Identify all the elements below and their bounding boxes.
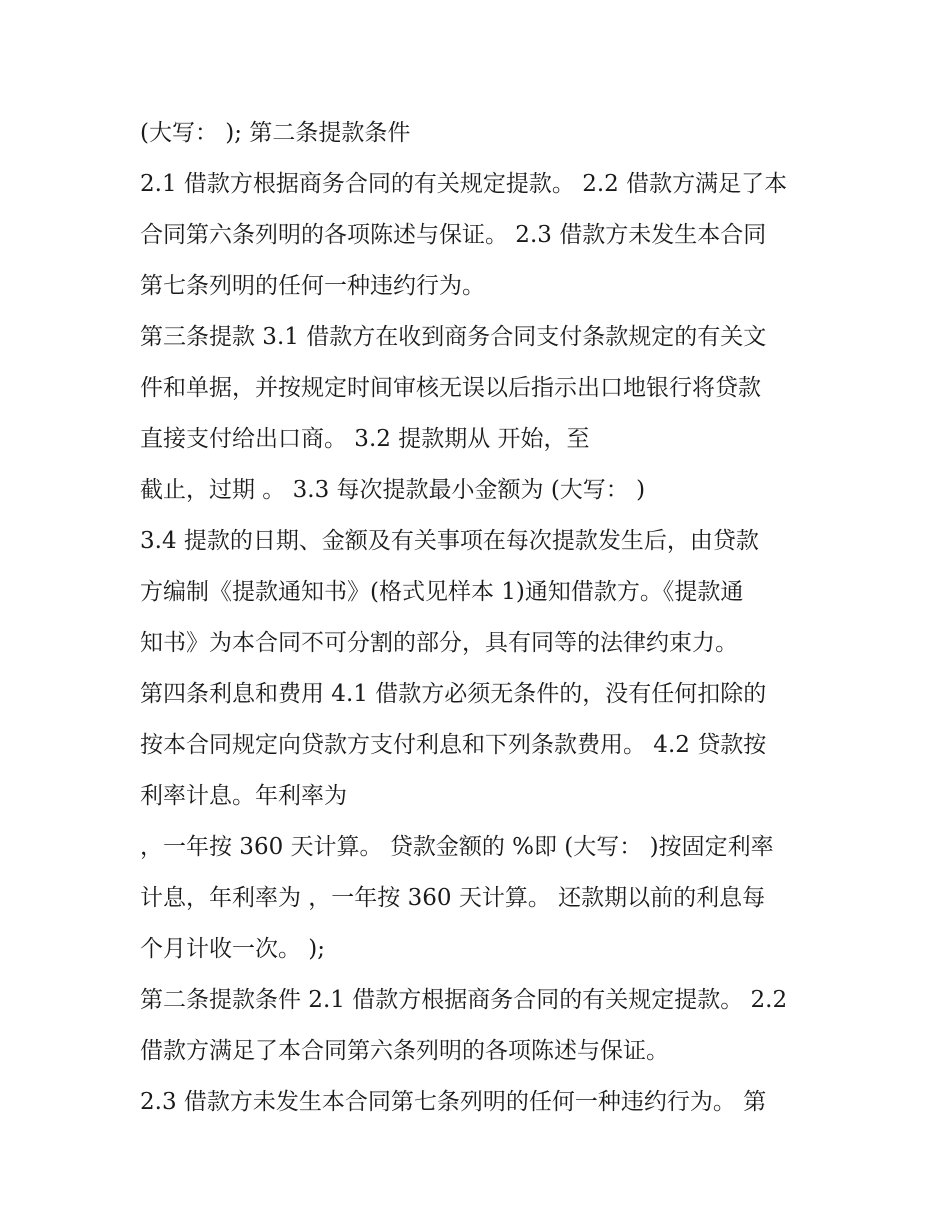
text-line: 2.1 借款方根据商务合同的有关规定提款。 2.2 借款方满足了本 bbox=[140, 171, 788, 197]
text-line: 合同第六条列明的各项陈述与保证。 2.3 借款方未发生本合同 bbox=[140, 222, 767, 248]
text-line: 第七条列明的任何一种违约行为。 bbox=[140, 273, 485, 299]
text-line: 件和单据，并按规定时间审核无误以后指示出口地银行将贷款 bbox=[140, 375, 761, 401]
text-line: 借款方满足了本合同第六条列明的各项陈述与保证。 bbox=[140, 1038, 669, 1064]
text-line: (大写： ); 第二条提款条件 bbox=[140, 120, 411, 146]
text-line: 第三条提款 3.1 借款方在收到商务合同支付条款规定的有关文 bbox=[140, 324, 767, 350]
text-line: 利率计息。年利率为 bbox=[140, 783, 347, 809]
text-line: 计息，年利率为 ，一年按 360 天计算。 还款期以前的利息每 bbox=[140, 885, 766, 911]
text-line: 2.3 借款方未发生本合同第七条列明的任何一种违约行为。 第 bbox=[140, 1089, 767, 1115]
text-line: 知书》为本合同不可分割的部分，具有同等的法律约束力。 bbox=[140, 630, 738, 656]
text-line: 截止，过期 。 3.3 每次提款最小金额为 (大写： ) bbox=[140, 477, 646, 503]
text-line: 直接支付给出口商。 3.2 提款期从 开始，至 bbox=[140, 426, 590, 452]
text-line: ，一年按 360 天计算。 贷款金额的 %即 (大写： )按固定利率 bbox=[140, 834, 774, 860]
text-line: 第二条提款条件 2.1 借款方根据商务合同的有关规定提款。 2.2 bbox=[140, 987, 788, 1013]
text-line: 按本合同规定向贷款方支付利息和下列条款费用。 4.2 贷款按 bbox=[140, 732, 767, 758]
text-line: 第四条利息和费用 4.1 借款方必须无条件的，没有任何扣除的 bbox=[140, 681, 767, 707]
document-body bbox=[140, 108, 820, 1128]
text-line: 个月计收一次。 ); bbox=[140, 936, 326, 962]
text-line: 3.4 提款的日期、金额及有关事项在每次提款发生后，由贷款 bbox=[140, 528, 759, 554]
text-line: 方编制《提款通知书》(格式见样本 1)通知借款方。《提款通 bbox=[140, 579, 744, 605]
